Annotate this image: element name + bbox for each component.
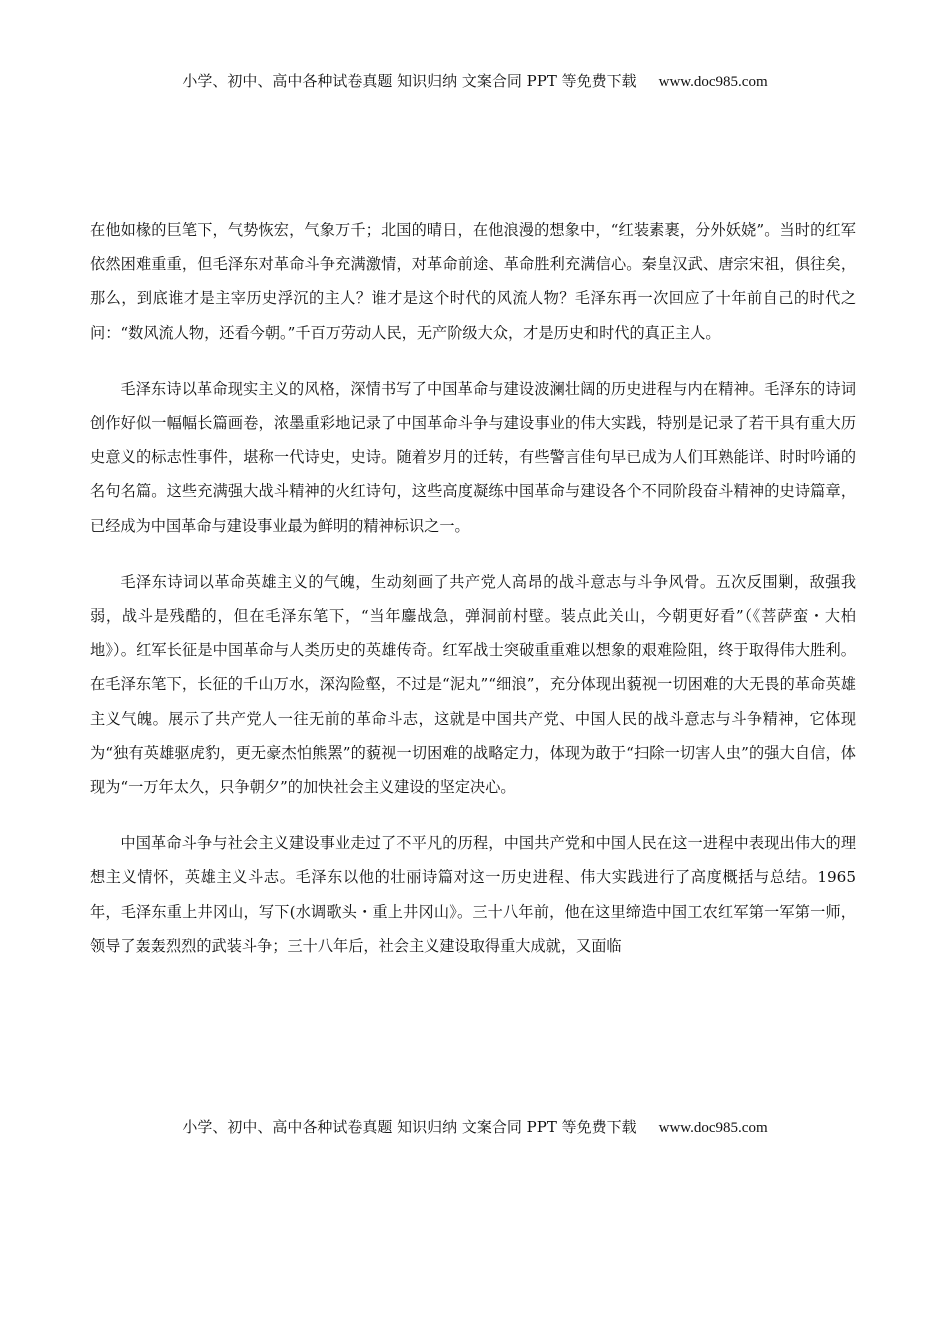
paragraph-1: 在他如椽的巨笔下，气势恢宏，气象万千；北国的晴日，在他浪漫的想象中，“红装素裹，分外妖娆”。当时的红军依然困难重重，但毛泽东对革命斗争充满激情，对革命前途、革命胜利充满信心。秦皇汉武、唐宗宋祖，俱往矣，那么，到底谁才是主宰历史浮沉的主人？谁才是这个时代的风流人物？毛泽东再一次回应了十年前自己的时代之问：“数风流人物，还看今朝。”千百万劳动人民，无产阶级大众，才是历史和时代的真正主人。 [90, 221, 856, 342]
paragraph-3: 毛泽东诗词以革命英雄主义的气魄，生动刻画了共产党人高昂的战斗意志与斗争风骨。五次反围剿，敌强我弱，战斗是残酷的，但在毛泽东笔下，“当年鏖战急，弹洞前村壁。装点此关山，今朝更好看”（《菩萨蛮・大柏地》）。红军长征是中国革命与人类历史的英雄传奇。红军战士突破重重难以想象的艰难险阻，终于取得伟大胜利。在毛泽东笔下，长征的千山万水，深沟险壑，不过是“泥丸”“细浪”，充分体现出藐视一切困难的大无畏的革命英雄主义气魄。展示了共产党人一往无前的革命斗志，这就是中国共产党、中国人民的战斗意志与斗争精神，它体现为“独有英雄驱虎豹，更无豪杰怕熊罴”的藐视一切困难的战略定力，体现为敢于“扫除一切害人虫”的强大自信，体现为“一万年太久，只争朝夕”的加快社会主义建设的坚定决心。 [90, 572, 856, 797]
page-footer [0, 1116, 950, 1137]
header-url[interactable]: www.doc985.com [658, 74, 768, 90]
paragraph-4: 中国革命斗争与社会主义建设事业走过了不平凡的历程，中国共产党和中国人民在这一进程中表现出伟大的理想主义情怀，英雄主义斗志。毛泽东以他的壮丽诗篇对这一历史进程、伟大实践进行了高度概括与总结。1965 年，毛泽东重上井冈山，写下(水调歌头・重上井冈山》。三十八年前，他在这里缔造中国工农红军第一军第一师，领导了轰轰烈烈的武装斗争；三十八年后，社会主义建设取得重大成就，又面临 [90, 834, 856, 955]
footer-text: 小学、初中、高中各种试卷真题 知识归纳 文案合同 PPT 等免费下载 [182, 1118, 637, 1136]
document-body [90, 213, 856, 963]
header-text: 小学、初中、高中各种试卷真题 知识归纳 文案合同 PPT 等免费下载 [182, 72, 637, 90]
page-header [0, 70, 950, 91]
footer-url[interactable]: www.doc985.com [658, 1120, 768, 1136]
paragraph-2: 毛泽东诗以革命现实主义的风格，深情书写了中国革命与建设波澜壮阔的历史进程与内在精神。毛泽东的诗词创作好似一幅幅长篇画卷，浓墨重彩地记录了中国革命斗争与建设事业的伟大实践，特别是记录了若干具有重大历史意义的标志性事件，堪称一代诗史，史诗。随着岁月的迁转，有些警言佳句早已成为人们耳熟能详、时时吟诵的名句名篇。这些充满强大战斗精神的火红诗句，这些高度凝练中国革命与建设各个不同阶段奋斗精神的史诗篇章，已经成为中国革命与建设事业最为鲜明的精神标识之一。 [90, 379, 856, 535]
